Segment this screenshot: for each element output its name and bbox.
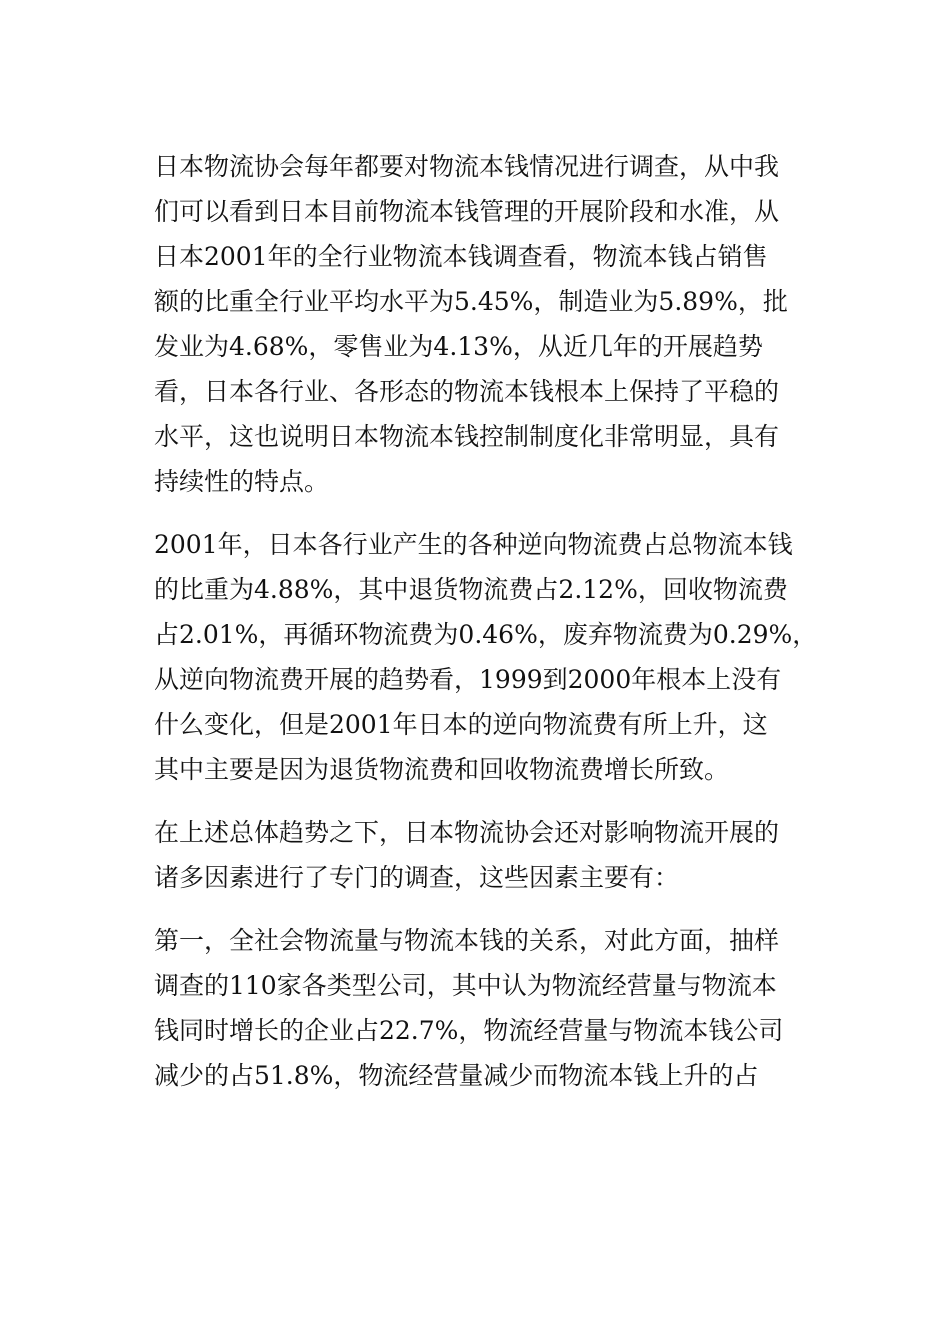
- text-line: 们可以看到日本目前物流本钱管理的开展阶段和水准，从: [154, 197, 780, 226]
- text-line: 看，日本各行业、各形态的物流本钱根本上保持了平稳的: [154, 377, 780, 406]
- text-line: 占2.01%，再循环物流费为0.46%，废弃物流费为0.29%，: [154, 620, 818, 649]
- text-line: 调查的110家各类型公司，其中认为物流经营量与物流本: [154, 971, 777, 1000]
- text-line: 持续性的特点。: [154, 467, 330, 496]
- paragraph-first-factor: [154, 918, 800, 1098]
- paragraph-gap: [154, 900, 800, 918]
- text-line: 其中主要是因为退货物流费和回收物流费增长所致。: [154, 755, 730, 784]
- paragraph-cost-survey: [154, 144, 800, 504]
- document-body: [154, 144, 818, 1098]
- paragraph-gap: [154, 792, 800, 810]
- text-line: 发业为4.68%，零售业为4.13%，从近几年的开展趋势: [154, 332, 763, 361]
- text-line: 第一，全社会物流量与物流本钱的关系，对此方面，抽样: [154, 926, 780, 955]
- text-line: 什么变化，但是2001年日本的逆向物流费有所上升，这: [154, 710, 768, 739]
- text-line: 减少的占51.8%，物流经营量减少而物流本钱上升的占: [154, 1061, 759, 1090]
- text-line: 日本物流协会每年都要对物流本钱情况进行调查，从中我: [154, 152, 780, 181]
- paragraph-gap: [154, 504, 800, 522]
- paragraph-reverse-logistics: [154, 522, 818, 792]
- text-line: 日本2001年的全行业物流本钱调查看，物流本钱占销售: [154, 242, 768, 271]
- text-line: 钱同时增长的企业占22.7%，物流经营量与物流本钱公司: [154, 1016, 784, 1045]
- text-line: 水平，这也说明日本物流本钱控制制度化非常明显，具有: [154, 422, 780, 451]
- text-line: 的比重为4.88%，其中退货物流费占2.12%，回收物流费: [154, 575, 788, 604]
- paragraph-factors-intro: [154, 810, 800, 900]
- text-line: 额的比重全行业平均水平为5.45%，制造业为5.89%，批: [154, 287, 788, 316]
- text-line: 诸多因素进行了专门的调查，这些因素主要有：: [154, 863, 680, 892]
- text-line: 从逆向物流费开展的趋势看，1999到2000年根本上没有: [154, 665, 782, 694]
- text-line: 在上述总体趋势之下，日本物流协会还对影响物流开展的: [154, 818, 780, 847]
- text-line: 2001年，日本各行业产生的各种逆向物流费占总物流本钱: [154, 530, 793, 559]
